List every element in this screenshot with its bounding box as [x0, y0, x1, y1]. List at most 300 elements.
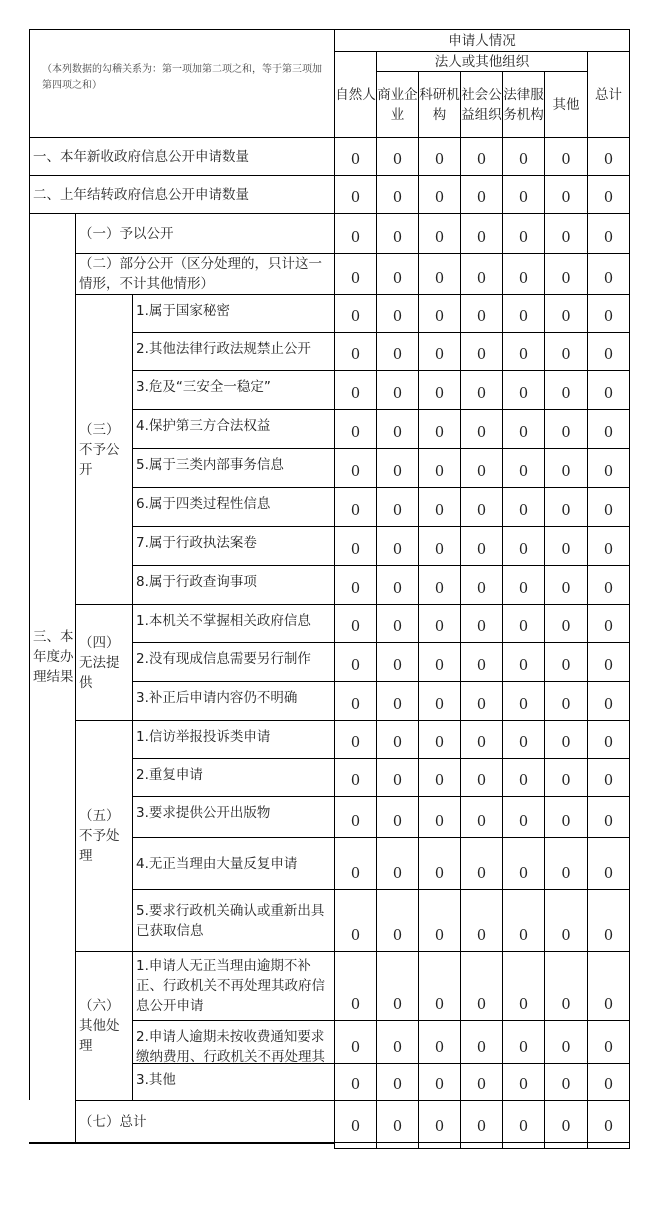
value-cell-text: 0 — [434, 866, 445, 882]
value-cell — [502, 253, 544, 294]
value-cell-text: 0 — [434, 928, 445, 944]
value-cell-text: 0 — [518, 271, 529, 287]
value-cell — [418, 1100, 460, 1143]
value-cell — [460, 370, 502, 409]
value-cell — [418, 889, 460, 951]
row-label-carry-forward — [29, 1142, 334, 1144]
value-cell — [376, 1020, 418, 1063]
value-cell-text: 0 — [392, 309, 403, 325]
item-label-other-processing-1 — [132, 951, 334, 1020]
value-cell-text: 0 — [603, 347, 614, 363]
value-cell — [502, 1100, 544, 1143]
value-cell-text: 0 — [350, 581, 361, 597]
value-cell — [544, 837, 587, 889]
value-cell-text: 0 — [518, 1040, 529, 1056]
value-cell-text: 0 — [476, 997, 487, 1013]
item-label-not-disclosed-2 — [132, 332, 334, 370]
value-cell — [460, 796, 502, 837]
value-cell-text: 0 — [434, 735, 445, 751]
value-cell — [587, 487, 630, 526]
value-cell — [502, 526, 544, 565]
value-cell-text: 0 — [561, 425, 571, 441]
value-cell — [502, 1020, 544, 1063]
value-cell — [587, 332, 630, 370]
value-cell-text: 0 — [561, 1119, 571, 1135]
value-cell-text: 0 — [392, 542, 403, 558]
item-label-unable-to-provide-1-text: 1.本机关不掌握相关政府信息 — [136, 613, 311, 629]
value-cell — [460, 294, 502, 332]
value-cell-text: 0 — [392, 735, 403, 751]
value-cell — [460, 1142, 502, 1149]
value-cell — [418, 565, 460, 604]
value-cell-text: 0 — [561, 773, 571, 789]
value-cell-text: 0 — [561, 309, 571, 325]
value-cell-text: 0 — [434, 386, 445, 402]
value-cell — [376, 565, 418, 604]
value-cell-text: 0 — [476, 542, 487, 558]
value-cell — [587, 951, 630, 1020]
value-cell-text: 0 — [603, 230, 614, 246]
item-label-not-disclosed-4-text: 4.保护第三方合法权益 — [136, 418, 271, 434]
item-label-not-disclosed-6-text: 6.属于四类过程性信息 — [136, 496, 271, 512]
value-cell — [587, 837, 630, 889]
value-cell — [418, 253, 460, 294]
item-label-not-disclosed-5 — [132, 448, 334, 487]
value-cell — [334, 604, 376, 642]
value-cell-text: 0 — [434, 1119, 445, 1135]
value-cell-text: 0 — [392, 386, 403, 402]
value-cell-text: 0 — [476, 347, 487, 363]
value-cell — [418, 796, 460, 837]
value-cell-text: 0 — [434, 814, 445, 830]
group-label-other-processing — [75, 951, 132, 1100]
value-cell-text: 0 — [350, 773, 361, 789]
value-cell-text: 0 — [434, 542, 445, 558]
value-cell — [334, 837, 376, 889]
value-cell — [334, 951, 376, 1020]
value-cell — [418, 526, 460, 565]
value-cell-text: 0 — [392, 697, 403, 713]
value-cell — [376, 642, 418, 681]
value-cell-text: 0 — [603, 503, 614, 519]
value-cell — [460, 720, 502, 758]
row-label-carried-over-text: 二、上年结转政府信息公开申请数量 — [33, 186, 249, 203]
value-cell — [544, 642, 587, 681]
col-header-business — [376, 71, 418, 137]
value-cell-text: 0 — [603, 997, 614, 1013]
item-label-unable-to-provide-3 — [132, 681, 334, 720]
value-cell — [544, 487, 587, 526]
value-cell — [587, 294, 630, 332]
value-cell-text: 0 — [603, 464, 614, 480]
value-cell-text: 0 — [392, 1040, 403, 1056]
value-cell-text: 0 — [476, 309, 487, 325]
value-cell — [460, 213, 502, 253]
value-cell — [502, 604, 544, 642]
value-cell-text: 0 — [518, 928, 529, 944]
value-cell-text: 0 — [350, 230, 361, 246]
value-cell — [460, 604, 502, 642]
value-cell-text: 0 — [476, 1077, 487, 1093]
value-cell-text: 0 — [518, 309, 529, 325]
value-cell — [460, 137, 502, 175]
value-cell — [502, 681, 544, 720]
value-cell-text: 0 — [350, 190, 361, 206]
value-cell — [587, 681, 630, 720]
value-cell-text: 0 — [350, 152, 361, 168]
value-cell — [418, 448, 460, 487]
value-cell — [376, 294, 418, 332]
col-header-other — [544, 71, 587, 137]
value-cell — [544, 720, 587, 758]
value-cell-text: 0 — [350, 697, 361, 713]
value-cell — [460, 1100, 502, 1143]
value-cell-text — [561, 1142, 570, 1143]
item-label-unable-to-provide-3-text: 3.补正后申请内容仍不明确 — [136, 690, 298, 706]
value-cell — [587, 1020, 630, 1063]
value-cell-text: 0 — [350, 542, 361, 558]
value-cell — [587, 889, 630, 951]
value-cell — [587, 370, 630, 409]
value-cell-text: 0 — [561, 697, 571, 713]
value-cell — [587, 1063, 630, 1100]
value-cell-text: 0 — [392, 658, 403, 674]
value-cell — [502, 409, 544, 448]
value-cell-text: 0 — [518, 866, 529, 882]
value-cell-text: 0 — [603, 658, 614, 674]
value-cell-text: 0 — [392, 619, 403, 635]
col-header-natural-person-text: 自然人 — [335, 86, 376, 103]
item-label-unable-to-provide-1 — [132, 604, 334, 642]
value-cell-text: 0 — [476, 619, 487, 635]
row-label-disclosed — [75, 213, 334, 253]
item-label-not-disclosed-3 — [132, 370, 334, 409]
row-label-carry-forward-text — [33, 1142, 334, 1144]
value-cell — [376, 253, 418, 294]
value-cell-text: 0 — [476, 1119, 487, 1135]
value-cell-text: 0 — [603, 866, 614, 882]
value-cell-text: 0 — [350, 464, 361, 480]
value-cell — [460, 642, 502, 681]
value-cell — [418, 758, 460, 796]
value-cell — [502, 213, 544, 253]
value-cell — [418, 1142, 460, 1149]
value-cell-text: 0 — [561, 619, 571, 635]
value-cell — [418, 294, 460, 332]
col-header-legal-service-text: 法律服务机构 — [503, 86, 544, 123]
value-cell — [544, 370, 587, 409]
header-legal-persons-text: 法人或其他组织 — [434, 53, 530, 70]
value-cell — [376, 796, 418, 837]
value-cell — [544, 1100, 587, 1143]
value-cell — [418, 370, 460, 409]
value-cell-text: 0 — [434, 658, 445, 674]
value-cell-text: 0 — [476, 581, 487, 597]
value-cell-text — [477, 1142, 486, 1143]
value-cell — [418, 175, 460, 213]
value-cell-text: 0 — [603, 309, 614, 325]
value-cell-text: 0 — [561, 997, 571, 1013]
value-cell-text: 0 — [518, 735, 529, 751]
item-label-not-disclosed-6 — [132, 487, 334, 526]
value-cell-text: 0 — [434, 230, 445, 246]
value-cell — [587, 253, 630, 294]
item-label-not-disclosed-7-text: 7.属于行政执法案卷 — [136, 535, 257, 551]
value-cell — [502, 332, 544, 370]
value-cell — [502, 1063, 544, 1100]
value-cell-text: 0 — [392, 230, 403, 246]
value-cell — [376, 951, 418, 1020]
value-cell-text: 0 — [518, 386, 529, 402]
value-cell-text: 0 — [603, 619, 614, 635]
col-header-research — [418, 71, 460, 137]
value-cell-text: 0 — [392, 866, 403, 882]
value-cell — [544, 175, 587, 213]
col-header-total — [587, 51, 630, 137]
value-cell — [587, 409, 630, 448]
value-cell-text: 0 — [518, 1119, 529, 1135]
value-cell — [418, 720, 460, 758]
item-label-not-disclosed-2-text: 2.其他法律行政法规禁止公开 — [136, 341, 311, 357]
value-cell-text: 0 — [434, 271, 445, 287]
value-cell — [544, 951, 587, 1020]
value-cell-text: 0 — [476, 814, 487, 830]
group-label-not-processed-text: （五）不予处理 — [79, 808, 120, 864]
value-cell — [460, 758, 502, 796]
value-cell — [544, 1142, 587, 1149]
value-cell — [334, 889, 376, 951]
value-cell — [460, 448, 502, 487]
value-cell-text: 0 — [561, 503, 571, 519]
value-cell — [418, 681, 460, 720]
item-label-not-disclosed-1 — [132, 294, 334, 332]
value-cell — [334, 332, 376, 370]
item-label-not-disclosed-5-text: 5.属于三类内部事务信息 — [136, 457, 284, 473]
value-cell-text: 0 — [561, 152, 571, 168]
value-cell-text: 0 — [518, 773, 529, 789]
value-cell — [334, 409, 376, 448]
value-cell — [460, 889, 502, 951]
value-cell — [418, 642, 460, 681]
value-cell-text: 0 — [434, 997, 445, 1013]
value-cell-text: 0 — [392, 814, 403, 830]
value-cell — [502, 487, 544, 526]
header-note — [29, 29, 334, 137]
value-cell — [460, 1063, 502, 1100]
value-cell — [334, 796, 376, 837]
value-cell — [376, 448, 418, 487]
value-cell — [376, 720, 418, 758]
value-cell-text: 0 — [434, 697, 445, 713]
value-cell — [376, 1142, 418, 1149]
value-cell-text: 0 — [350, 271, 361, 287]
value-cell — [334, 175, 376, 213]
value-cell-text: 0 — [518, 230, 529, 246]
value-cell — [460, 1020, 502, 1063]
value-cell — [460, 409, 502, 448]
value-cell — [334, 720, 376, 758]
item-label-not-processed-3-text: 3.要求提供公开出版物 — [136, 805, 271, 821]
value-cell-text: 0 — [350, 997, 361, 1013]
value-cell-text: 0 — [476, 697, 487, 713]
value-cell-text: 0 — [476, 271, 487, 287]
value-cell-text: 0 — [518, 425, 529, 441]
value-cell — [587, 796, 630, 837]
value-cell-text: 0 — [561, 658, 571, 674]
value-cell-text: 0 — [476, 735, 487, 751]
value-cell-text: 0 — [392, 928, 403, 944]
value-cell — [334, 294, 376, 332]
value-cell — [376, 487, 418, 526]
value-cell — [376, 1063, 418, 1100]
value-cell-text: 0 — [350, 658, 361, 674]
value-cell-text: 0 — [350, 503, 361, 519]
value-cell-text: 0 — [561, 542, 571, 558]
value-cell-text: 0 — [603, 773, 614, 789]
item-label-not-processed-5-text: 5.要求行政机关确认或重新出具已获取信息 — [136, 902, 325, 939]
col-header-public-welfare-text: 社会公益组织 — [461, 86, 502, 123]
value-cell-text: 0 — [561, 1077, 571, 1093]
value-cell — [502, 448, 544, 487]
item-label-not-processed-2-text: 2.重复申请 — [136, 767, 203, 783]
value-cell-text: 0 — [350, 928, 361, 944]
col-header-business-text: 商业企业 — [377, 86, 418, 123]
item-label-other-processing-2-text: 2.申请人逾期未按收费通知要求缴纳费用、行政机关不再处理其 — [136, 1029, 325, 1063]
value-cell — [502, 1142, 544, 1149]
value-cell-text: 0 — [392, 997, 403, 1013]
value-cell — [544, 213, 587, 253]
value-cell-text: 0 — [518, 1077, 529, 1093]
item-label-not-processed-5 — [132, 889, 334, 951]
row-label-carried-over — [29, 175, 334, 213]
value-cell-text: 0 — [350, 347, 361, 363]
value-cell-text: 0 — [350, 386, 361, 402]
value-cell — [587, 758, 630, 796]
item-label-other-processing-3-text: 3.其他 — [136, 1072, 176, 1088]
value-cell — [502, 951, 544, 1020]
value-cell — [502, 175, 544, 213]
value-cell-text: 0 — [350, 814, 361, 830]
value-cell — [376, 758, 418, 796]
value-cell — [587, 448, 630, 487]
value-cell — [544, 758, 587, 796]
value-cell-text: 0 — [392, 425, 403, 441]
col-header-total-text: 总计 — [595, 86, 622, 103]
item-label-other-processing-1-text: 1.申请人无正当理由逾期不补正、行政机关不再处理其政府信息公开申请 — [136, 958, 325, 1014]
group-label-unable-to-provide — [75, 604, 132, 720]
value-cell — [502, 294, 544, 332]
value-cell-text: 0 — [392, 1077, 403, 1093]
value-cell-text: 0 — [518, 697, 529, 713]
value-cell — [334, 526, 376, 565]
value-cell — [502, 837, 544, 889]
value-cell — [334, 137, 376, 175]
value-cell-text: 0 — [518, 619, 529, 635]
value-cell-text: 0 — [603, 697, 614, 713]
row-label-new-requests — [29, 137, 334, 175]
value-cell-text: 0 — [603, 735, 614, 751]
row-label-disclosed-text: （一）予以公开 — [79, 225, 174, 242]
value-cell-text: 0 — [518, 658, 529, 674]
value-cell — [460, 837, 502, 889]
value-cell-text: 0 — [392, 271, 403, 287]
value-cell-text: 0 — [476, 503, 487, 519]
value-cell — [334, 758, 376, 796]
item-label-not-disclosed-7 — [132, 526, 334, 565]
value-cell-text: 0 — [603, 1040, 614, 1056]
value-cell — [376, 370, 418, 409]
row-label-processing-results — [29, 213, 75, 1100]
value-cell — [544, 253, 587, 294]
value-cell-text: 0 — [476, 152, 487, 168]
value-cell-text: 0 — [434, 190, 445, 206]
value-cell-text: 0 — [561, 464, 571, 480]
value-cell-text: 0 — [561, 735, 571, 751]
item-label-not-disclosed-8-text: 8.属于行政查询事项 — [136, 574, 257, 590]
value-cell — [418, 487, 460, 526]
item-label-not-disclosed-4 — [132, 409, 334, 448]
value-cell-text: 0 — [350, 1040, 361, 1056]
value-cell-text: 0 — [518, 997, 529, 1013]
value-cell-text: 0 — [476, 866, 487, 882]
value-cell-text: 0 — [434, 464, 445, 480]
value-cell-text: 0 — [476, 928, 487, 944]
row-label-partially-disclosed-text: （二）部分公开（区分处理的，只计这一情形，不计其他情形） — [79, 256, 322, 292]
value-cell — [587, 175, 630, 213]
value-cell-text: 0 — [350, 1077, 361, 1093]
value-cell — [587, 565, 630, 604]
value-cell — [544, 1020, 587, 1063]
value-cell-text: 0 — [434, 503, 445, 519]
value-cell-text: 0 — [392, 1119, 403, 1135]
value-cell — [460, 332, 502, 370]
value-cell-text: 0 — [434, 347, 445, 363]
value-cell-text: 0 — [476, 773, 487, 789]
value-cell — [544, 681, 587, 720]
value-cell — [544, 294, 587, 332]
value-cell-text: 0 — [518, 542, 529, 558]
value-cell-text: 0 — [350, 1119, 361, 1135]
col-header-public-welfare — [460, 71, 502, 137]
col-header-research-text: 科研机构 — [419, 86, 460, 123]
header-applicant-text: 申请人情况 — [448, 32, 516, 49]
value-cell — [418, 137, 460, 175]
value-cell-text: 0 — [350, 735, 361, 751]
value-cell-text: 0 — [603, 386, 614, 402]
value-cell-text: 0 — [518, 347, 529, 363]
value-cell — [502, 565, 544, 604]
value-cell-text: 0 — [392, 773, 403, 789]
value-cell — [544, 526, 587, 565]
header-legal-persons — [376, 51, 587, 71]
group-label-other-processing-text: （六）其他处理 — [79, 998, 120, 1054]
header-applicant — [334, 29, 630, 51]
value-cell — [418, 604, 460, 642]
value-cell-text: 0 — [476, 230, 487, 246]
value-cell-text: 0 — [392, 190, 403, 206]
value-cell-text: 0 — [392, 503, 403, 519]
value-cell — [544, 1063, 587, 1100]
value-cell — [418, 837, 460, 889]
value-cell-text: 0 — [350, 866, 361, 882]
value-cell — [460, 487, 502, 526]
item-label-not-disclosed-3-text: 3.危及“三安全一稳定” — [136, 379, 271, 395]
item-label-not-processed-2 — [132, 758, 334, 796]
value-cell — [376, 1100, 418, 1143]
value-cell-text: 0 — [561, 230, 571, 246]
value-cell — [544, 409, 587, 448]
value-cell-text: 0 — [518, 503, 529, 519]
